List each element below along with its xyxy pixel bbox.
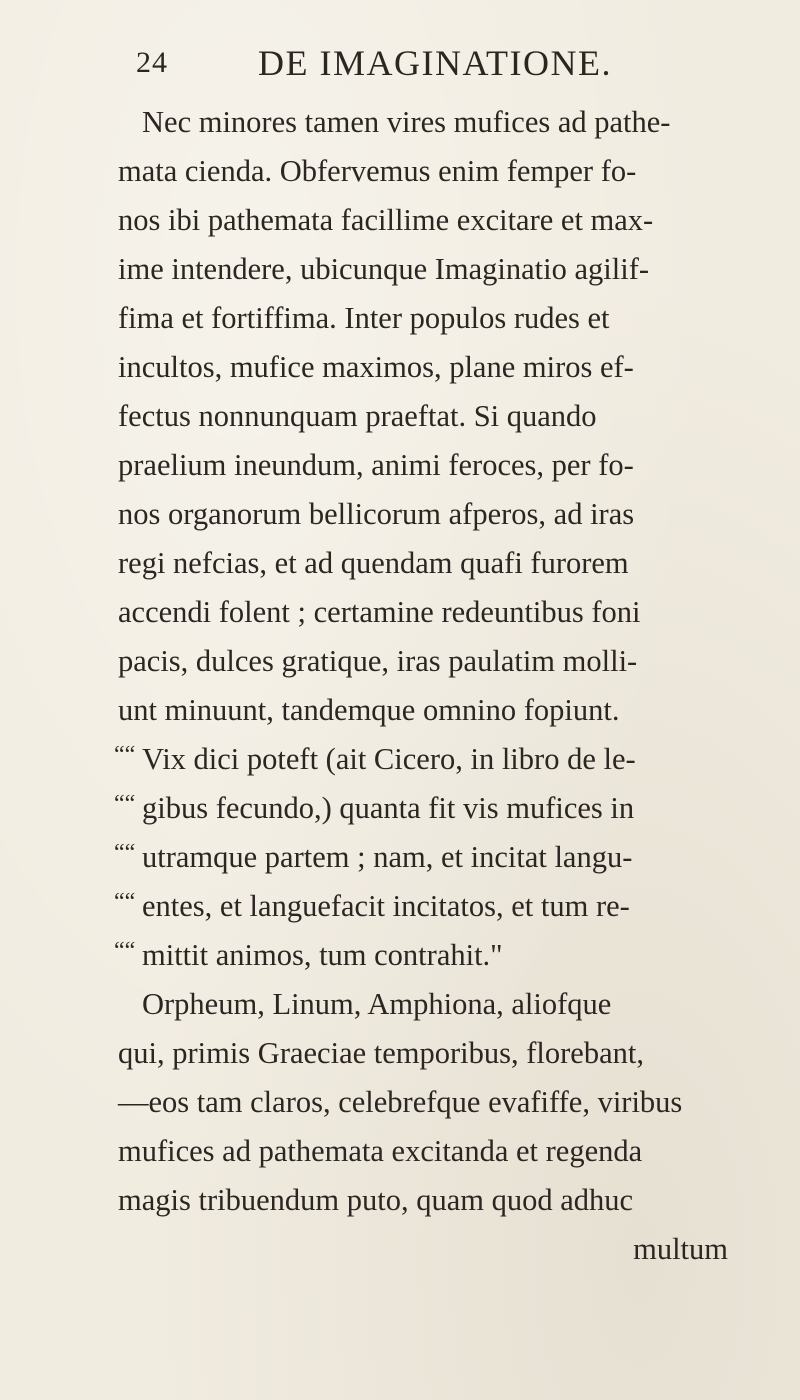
quote-line [114,931,738,980]
text-line: nos ibi pathemata facillime excitare et max- [118,203,654,237]
text-line: ime intendere, ubicunque Imaginatio agilif- [118,252,650,286]
quotation-mark: ““ [114,840,136,866]
quotation-mark: ““ [114,889,136,915]
text-line: unt minuunt, tandemque omnino fopiunt. [118,693,620,727]
text-line: praelium ineundum, animi feroces, per fo- [118,448,634,482]
quote-text: gibus fecundo,) quanta fit vis mufices in [142,791,635,825]
quote-line [114,735,738,784]
text-line: pacis, dulces gratique, iras paulatim molli- [118,644,638,678]
text-line: incultos, mufice maximos, plane miros ef- [118,350,634,384]
quotation-mark: ““ [114,938,136,964]
text-line: Nec minores tamen vires mufices ad pathe- [142,105,671,139]
quote-text: utramque partem ; nam, et incitat langu- [142,840,633,874]
text-line: mata cienda. Obfervemus enim femper fo- [118,154,637,188]
quote-text: entes, et languefacit incitatos, et tum re- [142,889,630,923]
quotation-mark: ““ [114,742,136,768]
body-text [114,98,738,1274]
quote-line [114,784,738,833]
quote-line [114,833,738,882]
quote-line [114,882,738,931]
text-line: qui, primis Graeciae temporibus, florebant, [118,1036,644,1070]
running-head [0,38,800,88]
text-line: accendi folent ; certamine redeuntibus foni [118,595,641,629]
text-line: regi nefcias, et ad quendam quafi furorem [118,546,629,580]
quotation-mark: ““ [114,791,136,817]
text-line: Orpheum, Linum, Amphiona, aliofque [142,987,612,1021]
quote-text: mittit animos, tum contrahit." [142,938,503,972]
page-number: 24 [136,46,168,79]
text-line: fima et fortiffima. Inter populos rudes et [118,301,610,335]
text-line: mufices ad pathemata excitanda et regenda [118,1134,643,1168]
text-line: fectus nonnunquam praeftat. Si quando [118,399,597,433]
text-line: —eos tam claros, celebrefque evafiffe, viribus [118,1085,683,1119]
running-title: DE IMAGINATIONE. [258,43,612,83]
text-line: nos organorum bellicorum afperos, ad iras [118,497,635,531]
catchword: multum [633,1232,728,1266]
text-line: magis tribuendum puto, quam quod adhuc [118,1183,634,1217]
quote-text: Vix dici poteft (ait Cicero, in libro de le- [142,742,636,776]
